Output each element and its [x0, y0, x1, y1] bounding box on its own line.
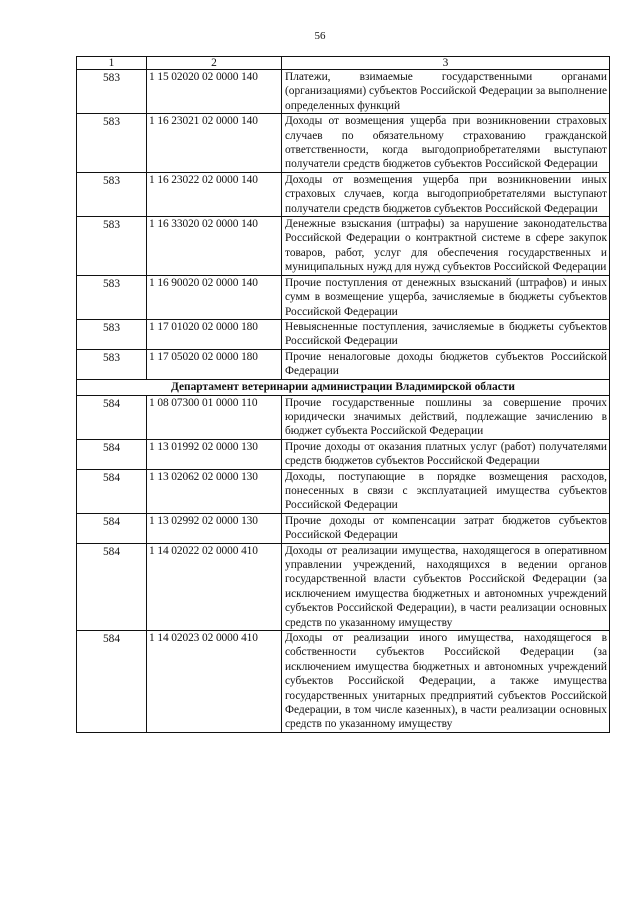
revenue-code-cell: 1 13 02062 02 0000 130 — [147, 469, 282, 513]
revenue-code-cell: 1 13 02992 02 0000 130 — [147, 513, 282, 543]
table-row — [77, 513, 610, 543]
revenue-description-cell: Прочие поступления от денежных взысканий (штрафов) и иных сумм в возмещение ущерба, зачисляемые в бюджеты субъектов Российской Федерации — [282, 275, 610, 319]
admin-code-cell: 583 — [77, 70, 147, 114]
table-row — [77, 439, 610, 469]
admin-code-cell: 583 — [77, 275, 147, 319]
column-header-3: 3 — [282, 57, 610, 70]
page-number: 56 — [314, 30, 326, 42]
table-row — [77, 319, 610, 349]
table-row — [77, 70, 610, 114]
revenue-code-cell: 1 14 02022 02 0000 410 — [147, 543, 282, 630]
table-row — [77, 469, 610, 513]
revenue-code-cell: 1 14 02023 02 0000 410 — [147, 631, 282, 733]
admin-code-cell: 584 — [77, 543, 147, 630]
revenue-description-cell: Прочие государственные пошлины за совершение прочих юридически значимых действий, подлежащие зачислению в бюджет субъекта Российской Федерации — [282, 395, 610, 439]
admin-code-cell: 583 — [77, 172, 147, 216]
revenue-description-cell: Прочие неналоговые доходы бюджетов субъектов Российской Федерации — [282, 349, 610, 379]
table-row — [77, 395, 610, 439]
revenue-description-cell: Доходы от реализации иного имущества, находящегося в собственности субъектов Российской Федерации (за исключением имущества бюджетных и автономных учреждений субъектов Российской Федерации, а также имущества государственных унитарных предприятий субъектов Российской Федерации, в том числе казенных), в части реализации основных средств по указанному имуществу — [282, 631, 610, 733]
admin-code-cell: 584 — [77, 513, 147, 543]
admin-code-cell: 584 — [77, 469, 147, 513]
admin-code-cell: 583 — [77, 319, 147, 349]
revenue-description-cell: Доходы от реализации имущества, находящегося в оперативном управлении учреждений, находящихся в ведении органов государственной власти субъектов Российской Федерации (за исключением имущества бюджетных и автономных учреждений субъектов Российской Федерации), в части реализации основных средств по указанному имуществу — [282, 543, 610, 630]
admin-code-cell: 584 — [77, 631, 147, 733]
revenue-description-cell: Денежные взыскания (штрафы) за нарушение законодательства Российской Федерации о контрактной системе в сфере закупок товаров, работ, услуг для обеспечения государственных и муниципальных нужд для нужд субъектов Российской Федерации — [282, 217, 610, 276]
table-row — [77, 217, 610, 276]
table-row — [77, 172, 610, 216]
section-title: Департамент ветеринарии администрации Владимирской области — [77, 379, 610, 395]
table-row — [77, 349, 610, 379]
revenue-code-cell: 1 16 23021 02 0000 140 — [147, 114, 282, 173]
table-row — [77, 543, 610, 630]
table-row — [77, 275, 610, 319]
column-header-1: 1 — [77, 57, 147, 70]
admin-code-cell: 583 — [77, 114, 147, 173]
revenue-description-cell: Доходы от возмещения ущерба при возникновении иных страховых случаев, когда выгодоприобретателями выступают получатели средств бюджетов субъектов Российской Федерации — [282, 172, 610, 216]
table-row — [77, 114, 610, 173]
revenue-code-cell: 1 15 02020 02 0000 140 — [147, 70, 282, 114]
revenue-code-cell: 1 17 01020 02 0000 180 — [147, 319, 282, 349]
admin-code-cell: 584 — [77, 439, 147, 469]
revenue-description-cell: Прочие доходы от компенсации затрат бюджетов субъектов Российской Федерации — [282, 513, 610, 543]
revenue-code-cell: 1 16 33020 02 0000 140 — [147, 217, 282, 276]
revenue-code-cell: 1 13 01992 02 0000 130 — [147, 439, 282, 469]
revenue-description-cell: Доходы от возмещения ущерба при возникновении страховых случаев по обязательному страхованию гражданской ответственности, когда выгодоприобретателями выступают получатели средств бюджетов субъектов Российской Федерации — [282, 114, 610, 173]
revenue-description-cell: Невыясненные поступления, зачисляемые в бюджеты субъектов Российской Федерации — [282, 319, 610, 349]
table-header-row — [77, 57, 610, 70]
admin-code-cell: 584 — [77, 395, 147, 439]
revenue-code-cell: 1 16 23022 02 0000 140 — [147, 172, 282, 216]
admin-code-cell: 583 — [77, 349, 147, 379]
revenue-description-cell: Платежи, взимаемые государственными органами (организациями) субъектов Российской Федерации за выполнение определенных функций — [282, 70, 610, 114]
table-body — [77, 70, 610, 733]
revenue-description-cell: Прочие доходы от оказания платных услуг (работ) получателями средств бюджетов субъектов Российской Федерации — [282, 439, 610, 469]
column-header-2: 2 — [147, 57, 282, 70]
revenue-code-cell: 1 17 05020 02 0000 180 — [147, 349, 282, 379]
section-header-row — [77, 379, 610, 395]
revenue-description-cell: Доходы, поступающие в порядке возмещения расходов, понесенных в связи с эксплуатацией имущества субъектов Российской Федерации — [282, 469, 610, 513]
revenue-code-cell: 1 08 07300 01 0000 110 — [147, 395, 282, 439]
revenue-codes-table — [76, 56, 610, 733]
admin-code-cell: 583 — [77, 217, 147, 276]
table-row — [77, 631, 610, 733]
revenue-code-cell: 1 16 90020 02 0000 140 — [147, 275, 282, 319]
